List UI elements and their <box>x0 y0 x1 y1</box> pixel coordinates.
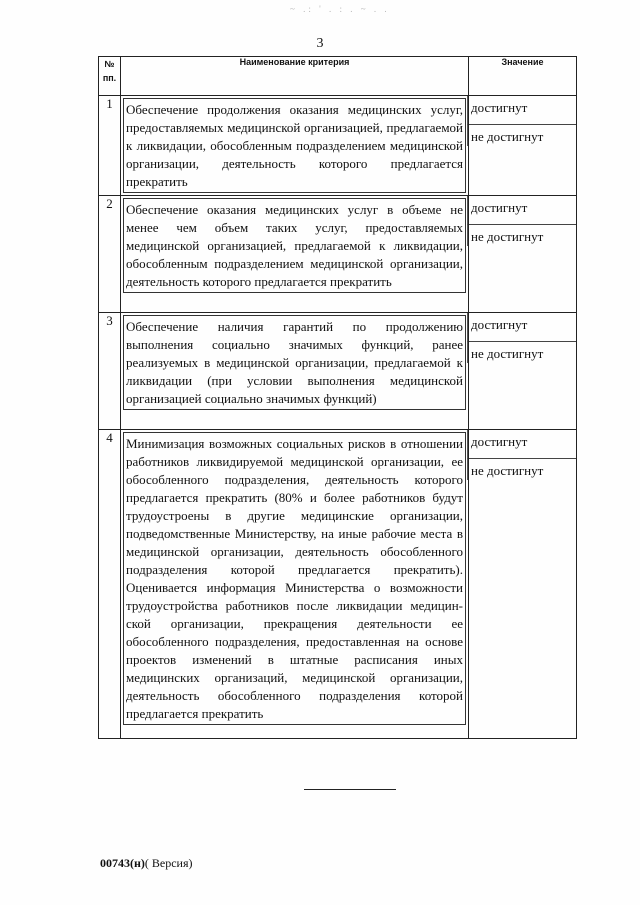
row-number: 1 <box>99 96 121 196</box>
value-not-achieved: не достигнут <box>467 342 576 363</box>
criteria-table <box>98 56 577 739</box>
signature-divider <box>304 789 396 790</box>
table-row <box>99 430 577 739</box>
value-cell <box>469 313 577 430</box>
value-achieved: достигнут <box>467 430 576 459</box>
criterion-cell <box>121 96 469 196</box>
table-row <box>99 313 577 430</box>
criterion-text: Обеспечение оказания медицинских услуг в объеме не менее чем объем таких услуг, предоставляемых медицинской организацией, предлагаемой к ликвидации, обособленным подразделением медицинской организации, деятельность которого предлагается прекратить <box>123 198 466 293</box>
row-number: 4 <box>99 430 121 739</box>
header-number <box>99 57 121 96</box>
page-number: 3 <box>316 36 324 51</box>
criterion-cell <box>121 196 469 313</box>
criterion-cell <box>121 430 469 739</box>
value-cell <box>469 96 577 196</box>
header-value: Значение <box>469 57 577 96</box>
header-criterion-name: Наименование критерия <box>121 57 469 96</box>
value-achieved: достигнут <box>467 96 576 125</box>
document-code-number: 00743(н) <box>100 856 145 870</box>
header-number-label: № пп. <box>102 59 117 83</box>
value-achieved: достигнут <box>467 196 576 225</box>
criterion-text: Минимизация возможных социальных рисков в отношении работников ликвидируемой медицинской организации, ее обособленного подразделения, деятельность которого предлагается прекратить (80% и более работников будут трудоустроены в другие медицинские организации, подведомственные Министерству, на иные рабочие места в медицинской организации, деятельность обособленного подразделения которой предлагается прекратить). Оценивается информация Министерства о возможности трудоустройства работников после ликвидации медицинской организации, прекращения деятельности ее обособленного подразделения, предоставленная на основе проектов изменений в штатные расписания иных медицинских организаций, медицинской организации, деятельность обособленного подразделения которой предлагается прекратить <box>123 432 466 725</box>
table-header-row <box>99 57 577 96</box>
document-version: ( Версия) <box>144 856 193 870</box>
row-number: 3 <box>99 313 121 430</box>
value-not-achieved: не достигнут <box>467 125 576 146</box>
table-row <box>99 196 577 313</box>
value-achieved: достигнут <box>467 313 576 342</box>
criterion-text: Обеспечение продолжения оказания медицинских услуг, предоставляемых медицинской организацией, предлагаемой к ликвидации, обособленным подразделением медицинской организации, деятельность которого предлагается прекратить <box>123 98 466 193</box>
row-number: 2 <box>99 196 121 313</box>
scan-artifact: ~ .: ' . : . ~ . . <box>290 4 390 14</box>
criterion-cell <box>121 313 469 430</box>
criterion-text: Обеспечение наличия гарантий по продолжению выполнения социально значимых функций, ранее реализуемых в медицинской организации, предлагаемой к ликвидации (при условии выполнения медицинской организацией социально значимых функций) <box>123 315 466 410</box>
value-not-achieved: не достигнут <box>467 225 576 246</box>
document-code <box>100 856 193 871</box>
value-cell <box>469 196 577 313</box>
table-row <box>99 96 577 196</box>
value-cell <box>469 430 577 739</box>
value-not-achieved: не достигнут <box>467 459 576 480</box>
